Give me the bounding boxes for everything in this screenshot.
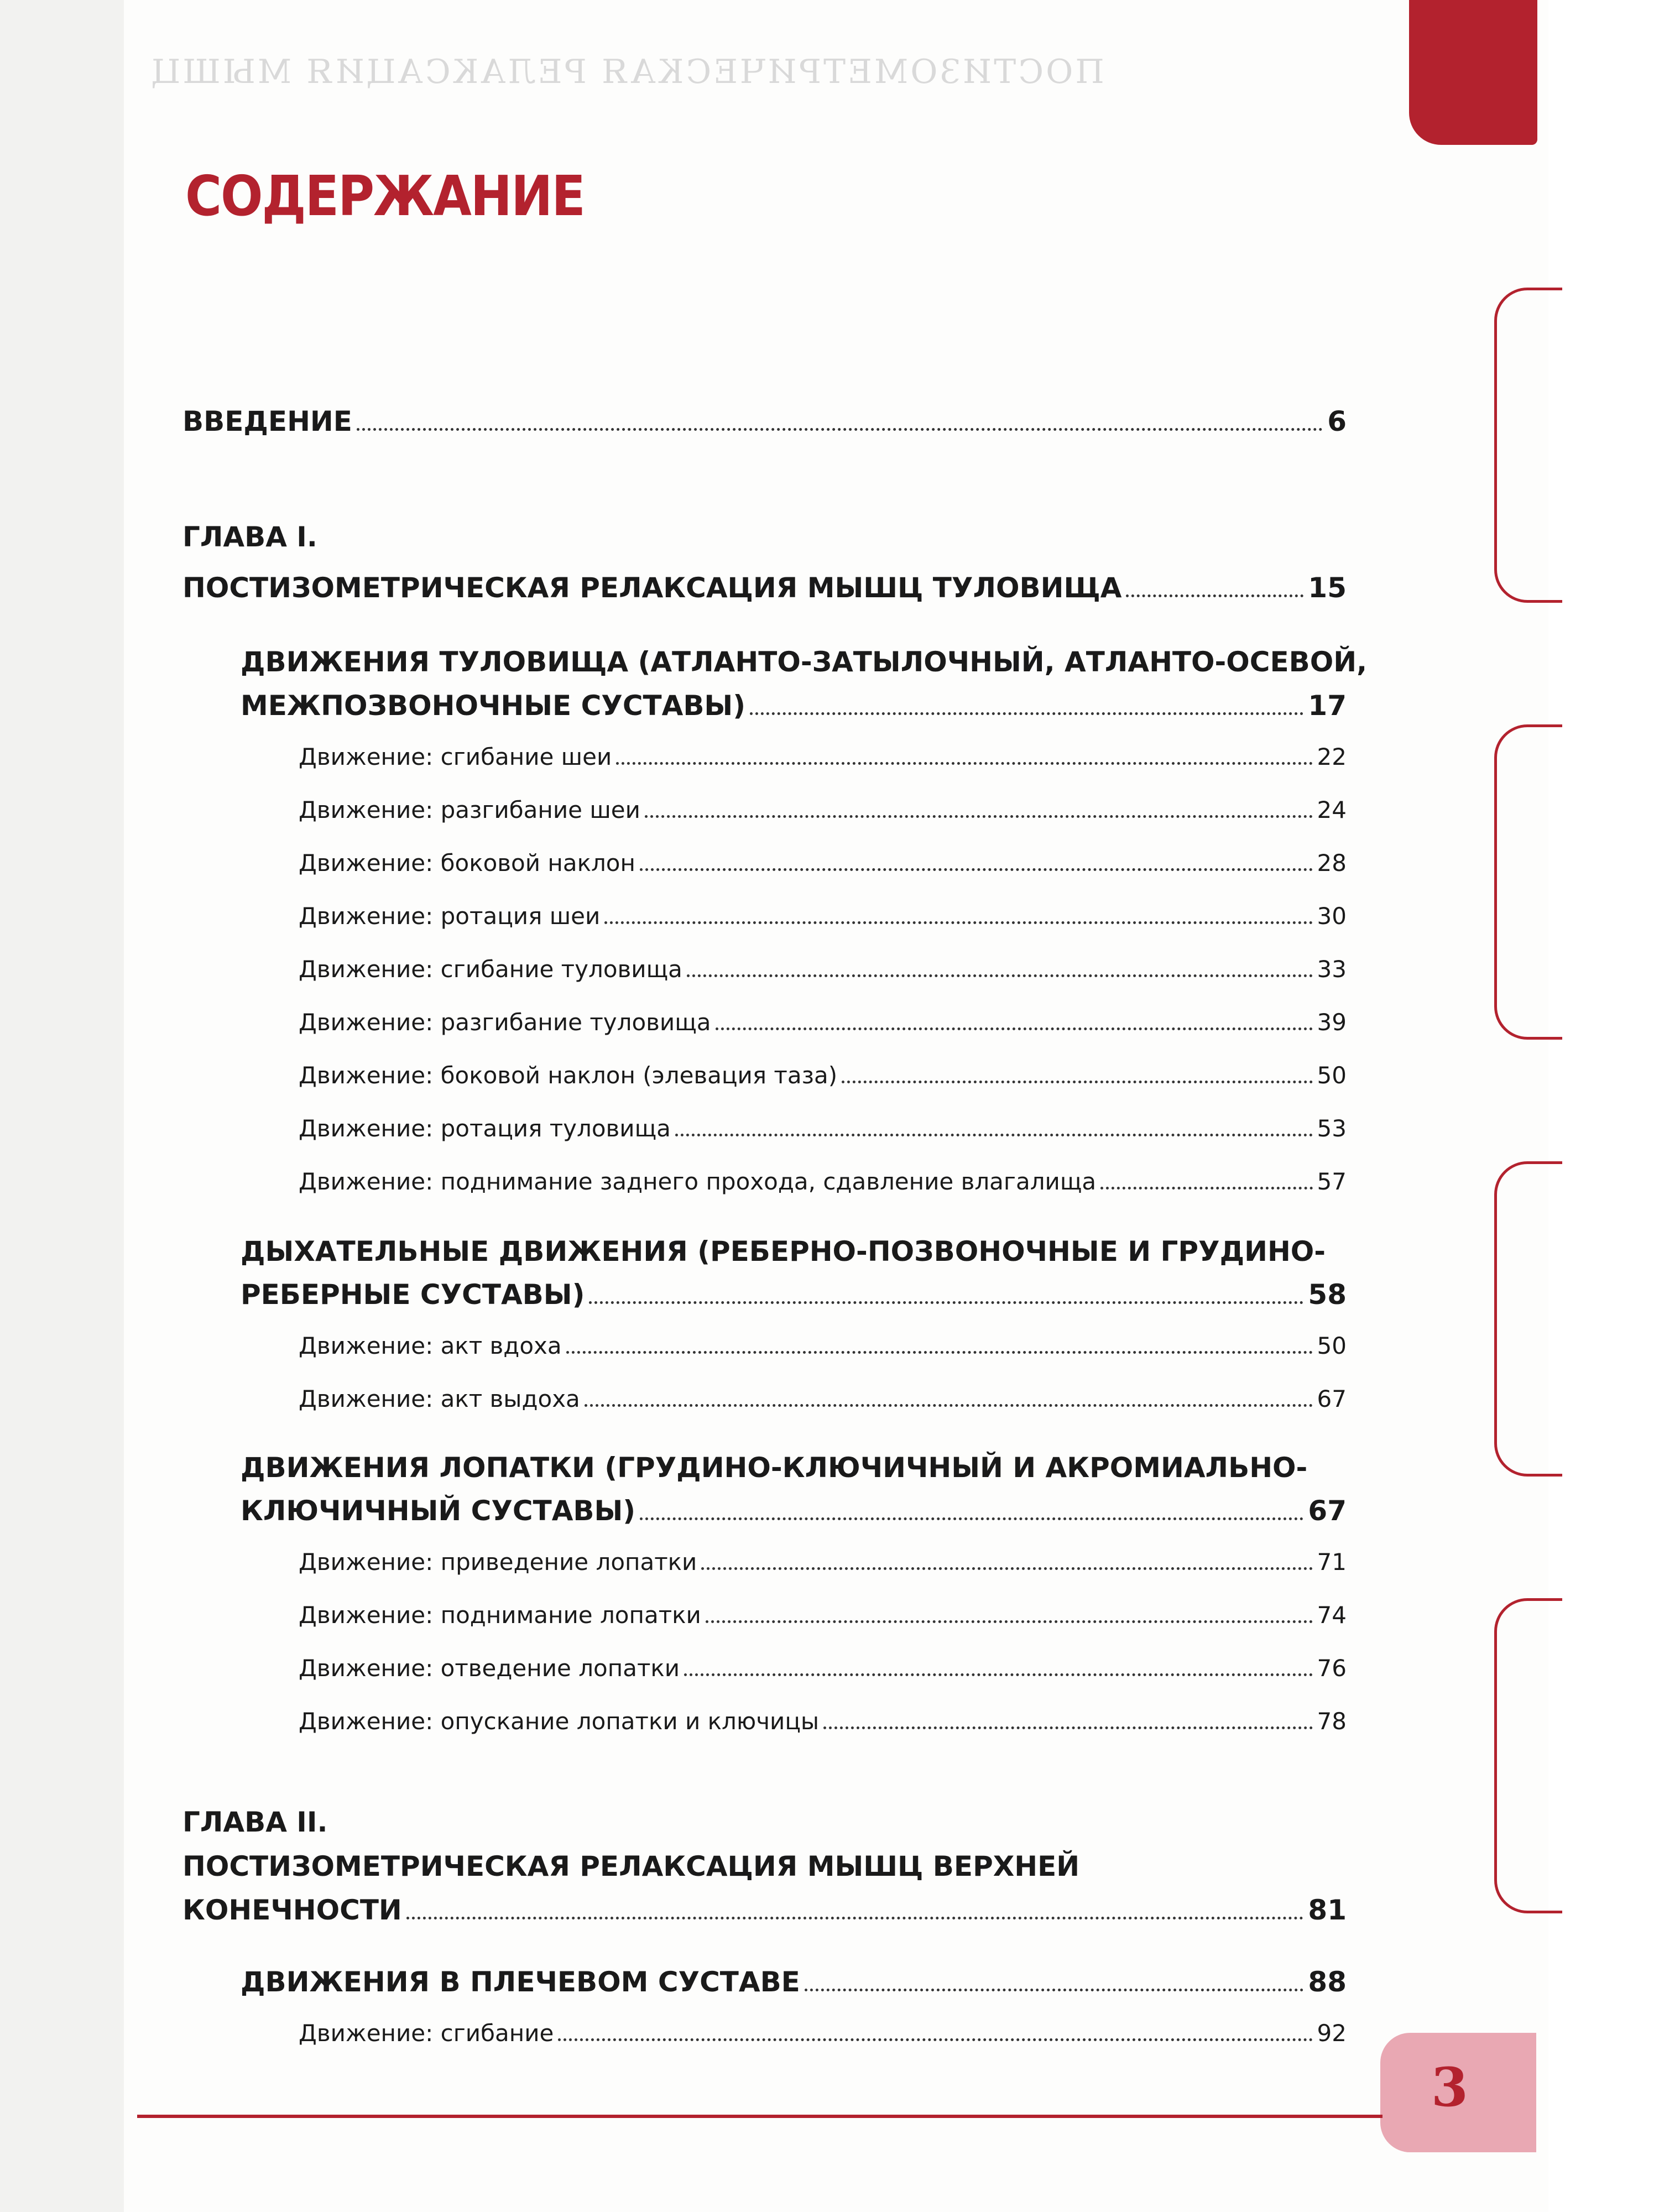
entry-page: 50 [1317,1062,1347,1089]
book-edge-right [1548,0,1659,2212]
toc-entry-subsection[interactable] [299,1115,1347,1143]
entry-page: 22 [1317,743,1347,770]
entry-page: 28 [1317,849,1347,877]
entry-page: 74 [1317,1601,1347,1629]
leader-dots [604,921,1312,924]
leader-dots [687,974,1313,977]
leader-dots [716,1027,1313,1030]
toc-entry-chapter-2[interactable] [182,1894,1347,1926]
entry-title: КОНЕЧНОСТИ [182,1894,402,1926]
toc-entry-chapter-1[interactable] [182,572,1347,604]
side-thumb-tab-4 [1494,1598,1562,1913]
section-title-line: ДЫХАТЕЛЬНЫЕ ДВИЖЕНИЯ (РЕБЕРНО-ПОЗВОНОЧНЫЕ И ГРУДИНО- [241,1235,1326,1267]
leader-dots [589,1301,1303,1304]
entry-page: 33 [1317,956,1347,983]
entry-title: Движение: опускание лопатки и ключицы [299,1708,820,1735]
toc-entry-subsection[interactable] [299,1168,1347,1196]
leader-dots [585,1404,1313,1407]
entry-page: 58 [1308,1279,1347,1311]
chapter-label: ГЛАВА II. [182,1806,328,1838]
entry-title: Движение: сгибание [299,2020,554,2047]
leader-dots [645,815,1313,818]
book-gutter-left [0,0,124,2212]
toc-entry-subsection[interactable] [299,796,1347,825]
entry-title: Движение: боковой наклон (элевация таза) [299,1062,838,1089]
entry-title: Движение: ротация шеи [299,902,601,930]
leader-dots [750,712,1303,715]
entry-page: 15 [1308,572,1347,604]
section-title-line: ДВИЖЕНИЯ ЛОПАТКИ (ГРУДИНО-КЛЮЧИЧНЫЙ И АКРОМИАЛЬНО- [241,1452,1308,1484]
toc-entry-subsection[interactable] [299,849,1347,878]
side-thumb-tab-2 [1494,724,1562,1040]
toc-entry-subsection[interactable] [299,1655,1347,1683]
entry-title: МЕЖПОЗВОНОЧНЫЕ СУСТАВЫ) [241,690,746,722]
toc-entry-section[interactable] [241,1279,1347,1311]
entry-title: Движение: сгибание шеи [299,743,612,770]
entry-page: 67 [1308,1495,1347,1527]
entry-title: Движение: отведение лопатки [299,1655,680,1682]
entry-page: 78 [1317,1708,1347,1735]
entry-page: 67 [1317,1385,1347,1412]
leader-dots [805,1989,1304,1991]
bleed-through-header: ПОСТИЗОМЕТРИЧЕСКАЯ РЕЛАКСАЦИЯ МЫШЦ [149,53,1104,91]
entry-title: Движение: разгибание туловища [299,1009,711,1036]
entry-title: Движение: ротация туловища [299,1115,671,1142]
chapter-label: ГЛАВА I. [182,521,317,553]
entry-title: Движение: разгибание шеи [299,796,640,823]
leader-dots [706,1620,1313,1623]
entry-page: 17 [1308,690,1347,722]
entry-page: 92 [1317,2020,1347,2047]
toc-entry-subsection[interactable] [299,902,1347,931]
entry-title: ДВИЖЕНИЯ В ПЛЕЧЕВОМ СУСТАВЕ [241,1966,800,1998]
entry-title: Движение: акт вдоха [299,1332,562,1359]
entry-title: Движение: поднимание заднего прохода, сдавление влагалища [299,1168,1097,1195]
leader-dots [1126,594,1303,597]
toc-entry-subsection[interactable] [299,1708,1347,1736]
toc-entry-introduction[interactable] [182,405,1347,437]
leader-dots [1100,1187,1312,1190]
leader-dots [701,1567,1312,1570]
entry-page: 30 [1317,902,1347,930]
entry-page: 81 [1308,1894,1347,1926]
chapter-title-line: ПОСТИЗОМЕТРИЧЕСКАЯ РЕЛАКСАЦИЯ МЫШЦ ВЕРХНЕЙ [182,1850,1080,1882]
toc-entry-subsection[interactable] [299,956,1347,984]
toc-entry-subsection[interactable] [299,1062,1347,1090]
toc-entry-subsection[interactable] [299,1332,1347,1360]
entry-title: Движение: сгибание туловища [299,956,682,983]
side-thumb-tab-1 [1494,288,1562,603]
leader-dots [675,1134,1313,1136]
entry-page: 39 [1317,1009,1347,1036]
entry-title: КЛЮЧИЧНЫЙ СУСТАВЫ) [241,1495,636,1527]
toc-entry-subsection[interactable] [299,2020,1347,2048]
toc-entry-section[interactable] [241,1966,1347,1998]
contents-title: СОДЕРЖАНИЕ [185,164,585,228]
leader-dots [684,1673,1312,1676]
footer-rule [137,2115,1383,2118]
leader-dots [616,762,1312,765]
entry-page: 53 [1317,1115,1347,1142]
leader-dots [823,1726,1312,1729]
entry-page: 6 [1327,405,1347,437]
entry-title: ВВЕДЕНИЕ [182,405,352,437]
leader-dots [406,1917,1304,1919]
corner-bookmark-tab [1409,0,1537,145]
leader-dots [566,1351,1313,1354]
toc-entry-subsection[interactable] [299,1548,1347,1577]
side-thumb-tab-3 [1494,1161,1562,1477]
toc-entry-subsection[interactable] [299,743,1347,771]
toc-entry-section[interactable] [241,1495,1347,1527]
entry-title: РЕБЕРНЫЕ СУСТАВЫ) [241,1279,585,1311]
leader-dots [357,428,1323,431]
entry-page: 24 [1317,796,1347,823]
entry-page: 57 [1317,1168,1347,1195]
entry-page: 50 [1317,1332,1347,1359]
leader-dots [640,868,1313,871]
entry-title: Движение: боковой наклон [299,849,635,877]
entry-page: 88 [1308,1966,1347,1998]
entry-title: Движение: акт выдоха [299,1385,580,1412]
toc-entry-section[interactable] [241,690,1347,722]
leader-dots [558,2038,1312,2041]
entry-title: ПОСТИЗОМЕТРИЧЕСКАЯ РЕЛАКСАЦИЯ МЫШЦ ТУЛОВИЩА [182,572,1122,604]
leader-dots [640,1517,1303,1520]
toc-entry-subsection[interactable] [299,1385,1347,1413]
entry-title: Движение: поднимание лопатки [299,1601,701,1629]
toc-entry-subsection[interactable] [299,1009,1347,1037]
entry-page: 71 [1317,1548,1347,1575]
entry-title: Движение: приведение лопатки [299,1548,697,1575]
entry-page: 76 [1317,1655,1347,1682]
page-number: 3 [1431,2056,1468,2119]
toc-entry-subsection[interactable] [299,1601,1347,1630]
section-title-line: ДВИЖЕНИЯ ТУЛОВИЩА (АТЛАНТО-ЗАТЫЛОЧНЫЙ, АТЛАНТО-ОСЕВОЙ, [241,646,1368,678]
leader-dots [842,1081,1312,1083]
